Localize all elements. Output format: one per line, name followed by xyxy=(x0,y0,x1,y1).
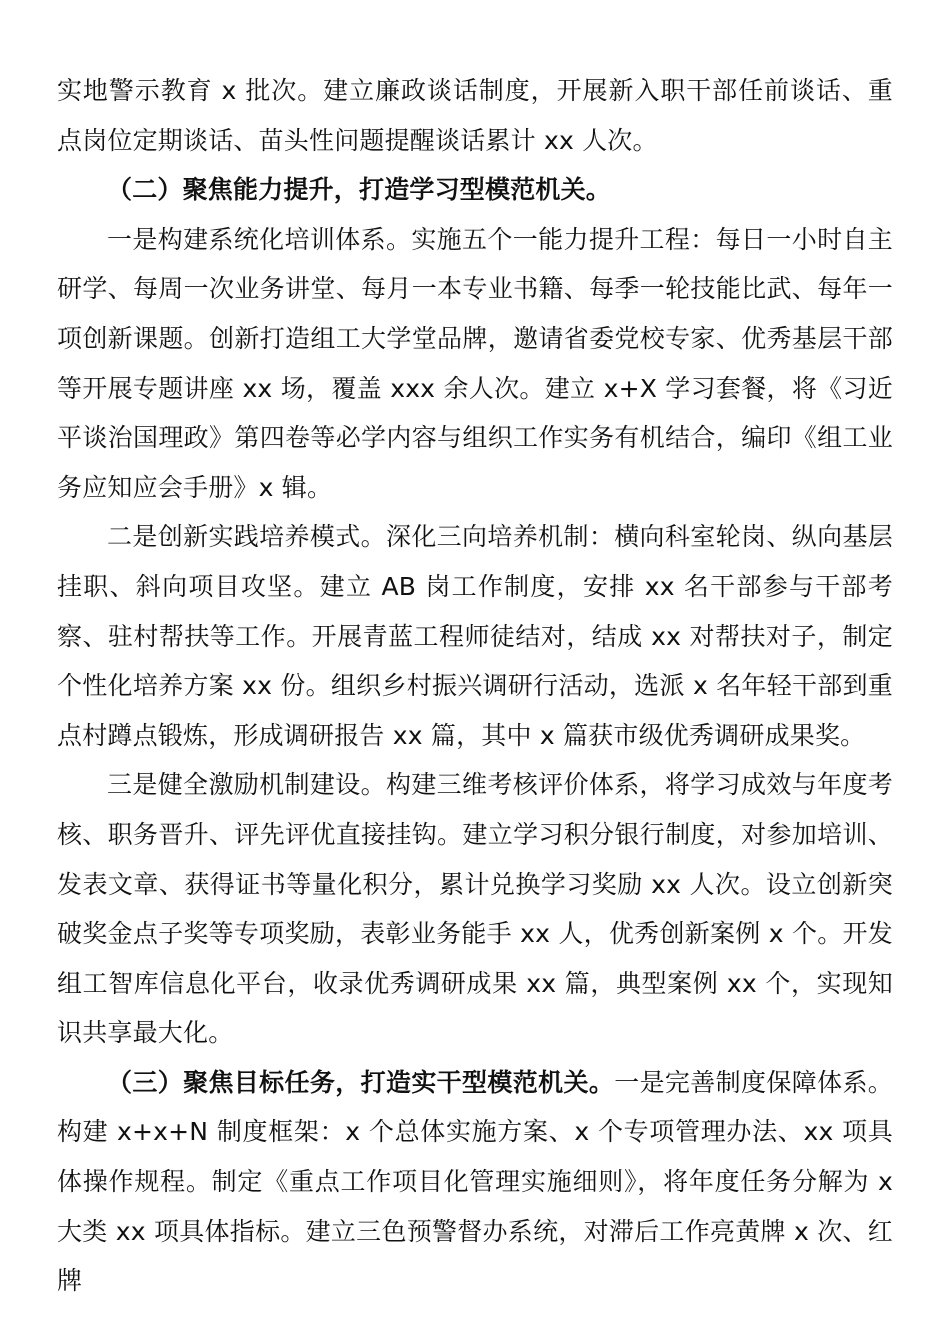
paragraph-training-system: 一是构建系统化培训体系。实施五个一能力提升工程：每日一小时自主研学、每周一次业务讲堂、每月一本专业书籍、每季一轮技能比武、每年一项创新课题。创新打造组工大学堂品牌，邀请省委党校专家、优秀基层干部等开展专题讲座 xx 场，覆盖 xxx 余人次。建立 x+X 学习套餐，将《习近平谈治国理政》第四卷等必学内容与组织工作实务有机结合，编印《组工业务应知应会手册》x 辑。 xyxy=(57,224,893,502)
document-page xyxy=(57,66,893,1306)
section-3-body: 一是完善制度保障体系。构建 x+x+N 制度框架：x 个总体实施方案、x 个专项管理办法、xx 项具体操作规程。制定《重点工作项目化管理实施细则》，将年度任务分解为 x 大类 xx 项具体指标。建立三色预警督办系统，对滞后工作亮黄牌 x 次、红牌 xyxy=(57,1067,893,1296)
paragraph-continuation: 实地警示教育 x 批次。建立廉政谈话制度，开展新入职干部任前谈话、重点岗位定期谈话、苗头性问题提醒谈话累计 xx 人次。 xyxy=(57,76,893,155)
section-heading-2: （二）聚焦能力提升，打造学习型模范机关。 xyxy=(107,175,612,205)
paragraph-incentive-mechanism: 三是健全激励机制建设。构建三维考核评价体系，将学习成效与年度考核、职务晋升、评先评优直接挂钩。建立学习积分银行制度，对参加培训、发表文章、获得证书等量化积分，累计兑换学习奖励 xx 人次。设立创新突破奖金点子奖等专项奖励，表彰业务能手 xx 人，优秀创新案例 x 个。开发组工智库信息化平台，收录优秀调研成果 xx 篇，典型案例 xx 个，实现知识共享最大化。 xyxy=(57,770,893,1048)
paragraph-section-3 xyxy=(57,1058,893,1306)
section-heading-3: （三）聚焦目标任务，打造实干型模范机关。 xyxy=(107,1067,615,1097)
paragraph-practice-training: 二是创新实践培养模式。深化三向培养机制：横向科室轮岗、纵向基层挂职、斜向项目攻坚。建立 AB 岗工作制度，安排 xx 名干部参与干部考察、驻村帮扶等工作。开展青蓝工程师徒结对，结成 xx 对帮扶对子，制定个性化培养方案 xx 份。组织乡村振兴调研行活动，选派 x 名年轻干部到重点村蹲点锻炼，形成调研报告 xx 篇，其中 x 篇获市级优秀调研成果奖。 xyxy=(57,522,893,750)
